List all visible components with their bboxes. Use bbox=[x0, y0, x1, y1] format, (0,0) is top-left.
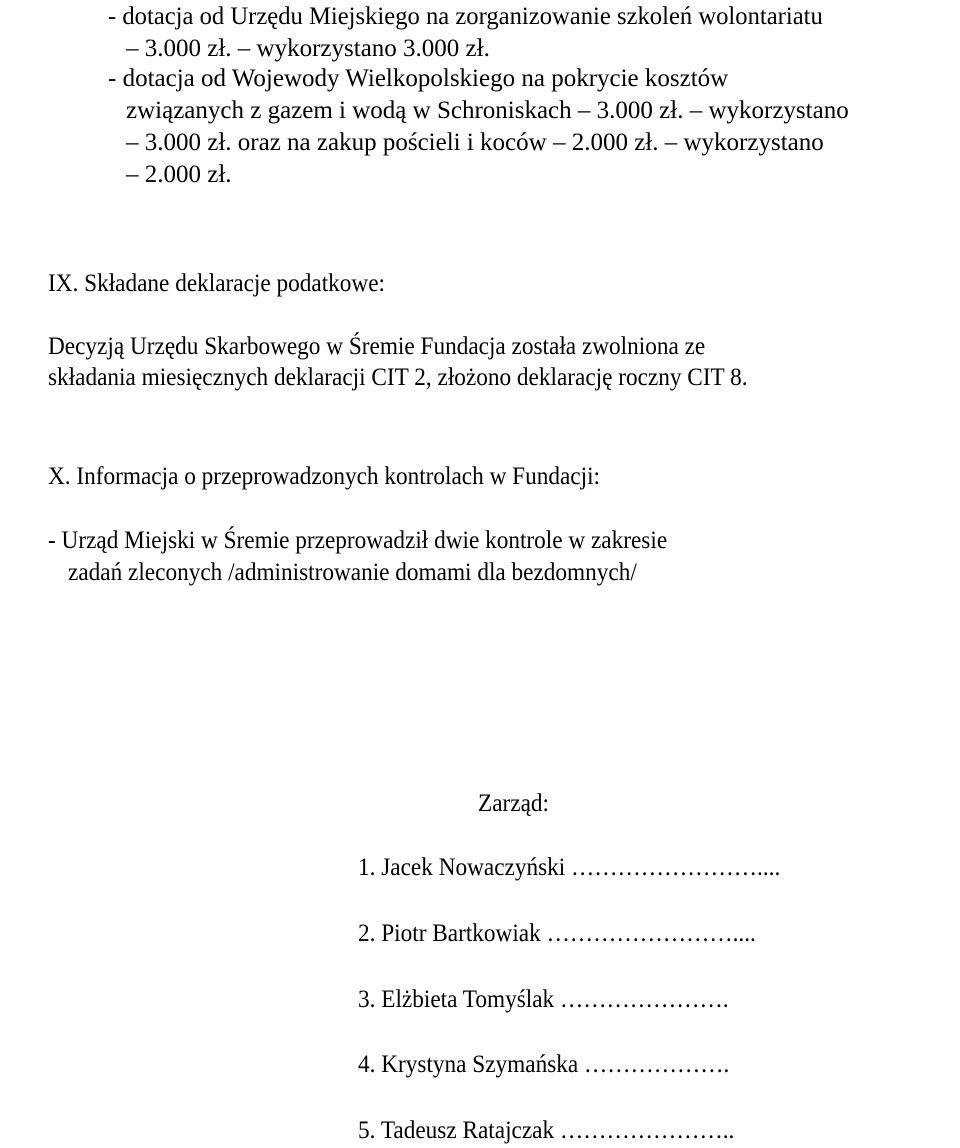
board-member-2: 2. Piotr Bartkowiak …………………….... bbox=[358, 920, 756, 947]
board-member-1: 1. Jacek Nowaczyński …………………….... bbox=[358, 854, 781, 881]
grant-2-line-1: - dotacja od Wojewody Wielkopolskiego na pokrycie kosztów bbox=[108, 65, 729, 92]
grant-1-line-2: – 3.000 zł. – wykorzystano 3.000 zł. bbox=[126, 35, 490, 62]
grant-1-line-1: - dotacja od Urzędu Miejskiego na zorganizowanie szkoleń wolontariatu bbox=[108, 3, 823, 30]
grant-2-line-3: – 3.000 zł. oraz na zakup pościeli i koców – 2.000 zł. – wykorzystano bbox=[126, 129, 824, 156]
section-ix-text-line-1: Decyzją Urzędu Skarbowego w Śremie Fundacja została zwolniona ze bbox=[48, 333, 706, 360]
board-member-3: 3. Elżbieta Tomyślak …………………. bbox=[358, 986, 729, 1013]
grant-2-line-4: – 2.000 zł. bbox=[126, 161, 232, 188]
board-member-4: 4. Krystyna Szymańska ………………. bbox=[358, 1051, 730, 1078]
section-x-text-line-2: zadań zleconych /administrowanie domami dla bezdomnych/ bbox=[68, 559, 637, 586]
section-ix-text-line-2: składania miesięcznych deklaracji CIT 2, złożono deklarację roczny CIT 8. bbox=[48, 364, 748, 391]
board-title: Zarząd: bbox=[478, 790, 549, 817]
section-x-heading: X. Informacja o przeprowadzonych kontrolach w Fundacji: bbox=[48, 463, 600, 490]
section-ix-heading: IX. Składane deklaracje podatkowe: bbox=[48, 270, 385, 297]
section-x-text-line-1: - Urząd Miejski w Śremie przeprowadził dwie kontrole w zakresie bbox=[48, 527, 668, 554]
board-member-5: 5. Tadeusz Ratajczak ………………….. bbox=[358, 1117, 735, 1144]
grant-2-line-2: związanych z gazem i wodą w Schroniskach – 3.000 zł. – wykorzystano bbox=[126, 97, 849, 124]
